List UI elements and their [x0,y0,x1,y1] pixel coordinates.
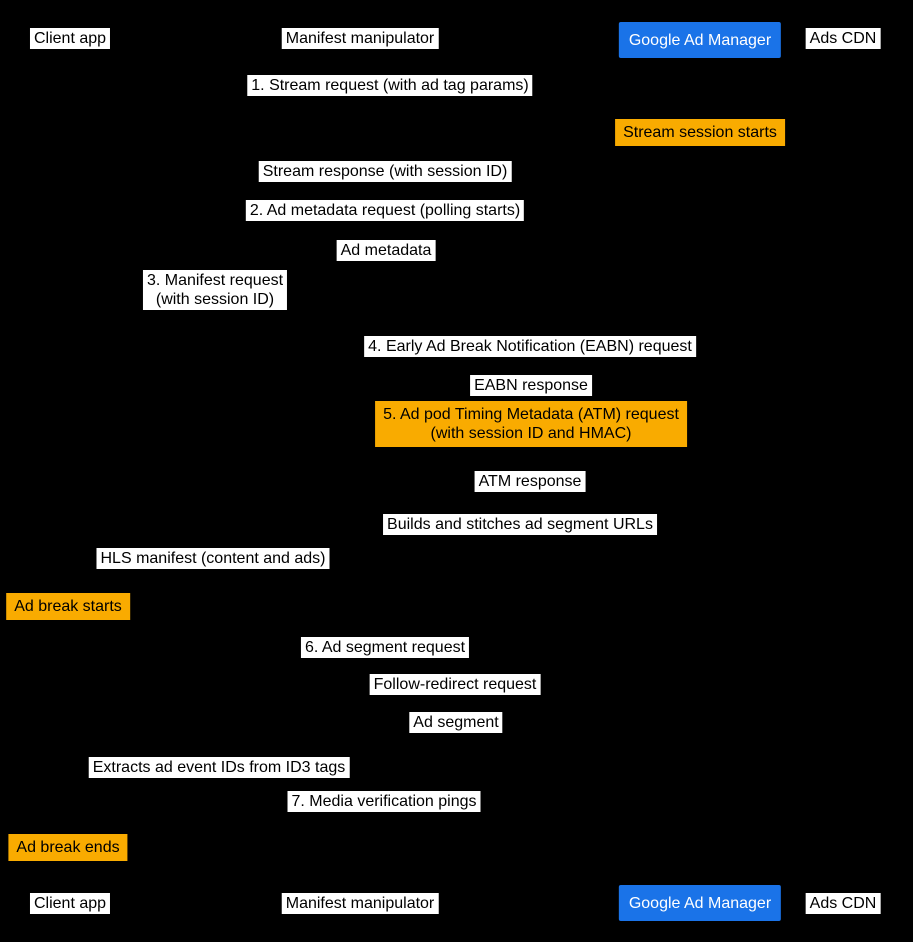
msg-eabn-response-text: EABN response [474,377,588,394]
note-ad-break-starts-text: Ad break starts [14,598,122,615]
msg-atm-response-text: ATM response [478,473,582,490]
msg-ad-metadata [337,240,436,261]
msg-media-verification-pings-text: 7. Media verification pings [291,793,477,810]
actor-ads-cdn-top [806,28,881,49]
actor-google-ad-manager-top-text: Google Ad Manager [628,31,772,49]
msg-media-verification-pings [288,791,481,812]
msg-atm-response [475,471,586,492]
actor-client-app-bottom [30,893,110,914]
actor-client-app-top [30,28,110,49]
actor-manifest-manipulator-top-text: Manifest manipulator [285,30,435,47]
actor-google-ad-manager-top [619,22,781,58]
msg-ad-segment [409,712,502,733]
msg-manifest-request-text: (with session ID) [155,291,275,308]
actor-client-app-bottom-text: Client app [33,895,107,912]
msg-follow-redirect-request [370,674,541,695]
msg-manifest-request-text: 3. Manifest request [146,272,284,289]
note-ad-break-ends [8,834,127,861]
note-ad-break-starts [6,593,130,620]
note-atm-request-text: 5. Ad pod Timing Metadata (ATM) request [383,406,679,423]
msg-follow-redirect-request-text: Follow-redirect request [373,676,537,693]
actor-manifest-manipulator-bottom [282,893,439,914]
msg-stream-request [247,75,532,96]
note-atm-request-text: (with session ID and HMAC) [430,425,632,442]
actor-client-app-top-text: Client app [33,30,107,47]
msg-ad-metadata-request [246,200,524,221]
msg-ad-segment-request [301,637,469,658]
msg-builds-stitches [383,514,657,535]
msg-extracts-id3 [89,757,350,778]
actor-manifest-manipulator-bottom-text: Manifest manipulator [285,895,435,912]
msg-manifest-request [143,270,287,310]
msg-ad-segment-text: Ad segment [413,714,499,731]
actor-manifest-manipulator-top [282,28,439,49]
msg-ad-metadata-request-text: 2. Ad metadata request (polling starts) [249,202,521,219]
msg-ad-segment-request-text: 6. Ad segment request [304,639,466,656]
actor-ads-cdn-top-text: Ads CDN [809,30,877,47]
note-atm-request [375,401,687,447]
note-ad-break-ends-text: Ad break ends [16,839,120,856]
actor-ads-cdn-bottom [806,893,881,914]
msg-stream-request-text: 1. Stream request (with ad tag params) [251,77,529,94]
msg-stream-response [259,161,512,182]
note-stream-session-starts [615,119,785,146]
actor-ads-cdn-bottom-text: Ads CDN [809,895,877,912]
note-stream-session-starts-text: Stream session starts [623,124,777,141]
msg-builds-stitches-text: Builds and stitches ad segment URLs [387,516,653,533]
actor-google-ad-manager-bottom-text: Google Ad Manager [628,894,772,912]
msg-eabn-request-text: 4. Early Ad Break Notification (EABN) request [368,338,692,355]
msg-ad-metadata-text: Ad metadata [340,242,432,259]
msg-hls-manifest [96,548,329,569]
msg-eabn-request [364,336,696,357]
msg-stream-response-text: Stream response (with session ID) [262,163,508,180]
msg-extracts-id3-text: Extracts ad event IDs from ID3 tags [92,759,346,776]
msg-eabn-response [470,375,592,396]
actor-google-ad-manager-bottom [619,885,781,921]
msg-hls-manifest-text: HLS manifest (content and ads) [100,550,326,567]
